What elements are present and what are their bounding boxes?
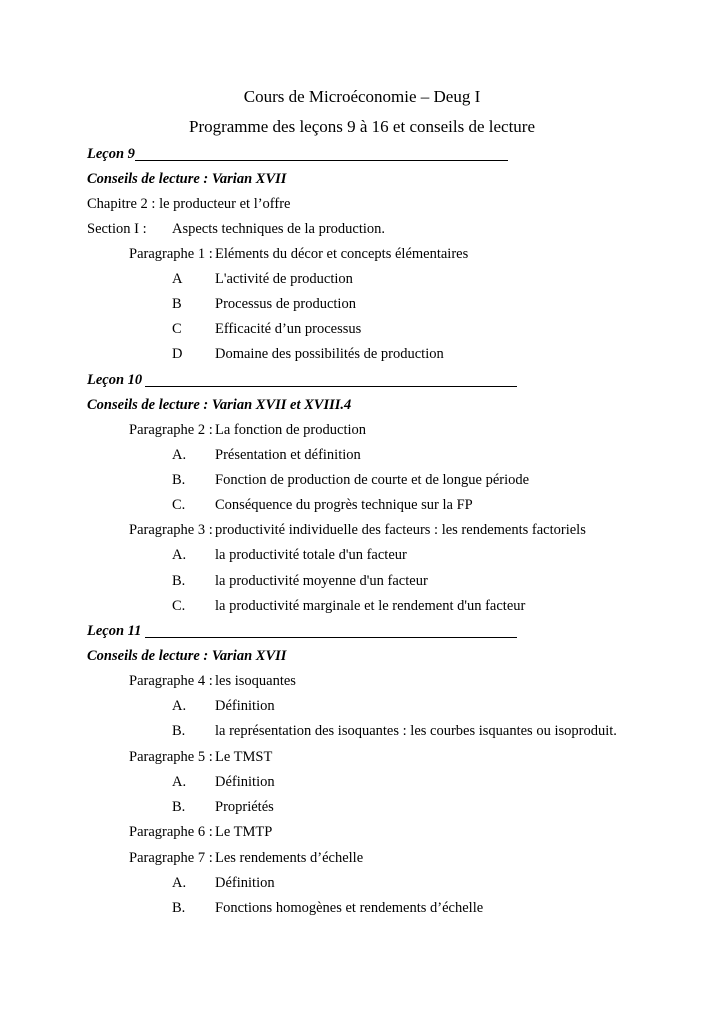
item-letter: B [172,296,182,312]
section-1-label: Section I : [87,221,147,237]
item-text: Fonction de production de courte et de longue période [215,472,530,488]
item-letter: B. [172,573,186,589]
lecon-11-rule [145,637,517,638]
item-text: Propriétés [215,799,274,815]
section-1-title: Aspects techniques de la production. [172,221,386,237]
item-text: Domaine des possibilités de production [215,346,444,362]
item-letter: A [172,271,183,287]
lecon-10-heading: Leçon 10 [87,372,143,388]
chapitre-2: Chapitre 2 : le producteur et l’offre [87,196,291,212]
item-text: Définition [215,774,275,790]
paragraphe-3-label: Paragraphe 3 : [129,522,213,538]
item-letter: A. [172,447,187,463]
paragraphe-6-title: Le TMTP [215,824,273,840]
item-text: la productivité marginale et le rendement d'un facteur [215,598,526,614]
paragraphe-1-label: Paragraphe 1 : [129,246,213,262]
lecon-9-rule [135,160,508,161]
item-text: Définition [215,698,275,714]
lecon-11-heading: Leçon 11 [87,623,142,639]
item-letter: C. [172,497,186,513]
item-letter: A. [172,774,187,790]
item-letter: B. [172,723,186,739]
page-title: Cours de Microéconomie – Deug I [243,87,481,106]
item-text: Présentation et définition [215,447,361,463]
item-letter: C [172,321,182,337]
page-subtitle: Programme des leçons 9 à 16 et conseils de lecture [188,117,536,136]
paragraphe-6-label: Paragraphe 6 : [129,824,213,840]
item-text: Définition [215,875,275,891]
item-letter: A. [172,698,187,714]
paragraphe-2-label: Paragraphe 2 : [129,422,213,438]
paragraphe-3-title: productivité individuelle des facteurs : les rendements factoriels [215,522,586,538]
item-letter: C. [172,598,186,614]
paragraphe-4-label: Paragraphe 4 : [129,673,213,689]
paragraphe-5-title: Le TMST [215,749,273,765]
paragraphe-2-title: La fonction de production [215,422,366,438]
item-letter: A. [172,875,187,891]
lecon-9-conseils: Conseils de lecture : Varian XVII [87,171,287,187]
item-text: Fonctions homogènes et rendements d’échelle [215,900,484,916]
item-text: Conséquence du progrès technique sur la FP [215,497,473,513]
lecon-10-rule [145,386,517,387]
lecon-10-conseils: Conseils de lecture : Varian XVII et XVIII.4 [87,397,352,413]
item-text: la productivité totale d'un facteur [215,547,407,563]
item-text: Efficacité d’un processus [215,321,362,337]
item-letter: D [172,346,183,362]
item-text: la représentation des isoquantes : les courbes isquantes ou isoproduit. [215,723,617,739]
paragraphe-5-label: Paragraphe 5 : [129,749,213,765]
item-letter: A. [172,547,187,563]
item-letter: B. [172,799,186,815]
item-text: L'activité de production [215,271,353,287]
item-text: Processus de production [215,296,356,312]
paragraphe-7-label: Paragraphe 7 : [129,850,213,866]
lecon-11-conseils: Conseils de lecture : Varian XVII [87,648,287,664]
item-letter: B. [172,900,186,916]
item-letter: B. [172,472,186,488]
paragraphe-7-title: Les rendements d’échelle [215,850,364,866]
paragraphe-4-title: les isoquantes [215,673,296,689]
item-text: la productivité moyenne d'un facteur [215,573,428,589]
paragraphe-1-title: Eléments du décor et concepts élémentaires [215,246,469,262]
lecon-9-heading: Leçon 9 [87,146,135,162]
